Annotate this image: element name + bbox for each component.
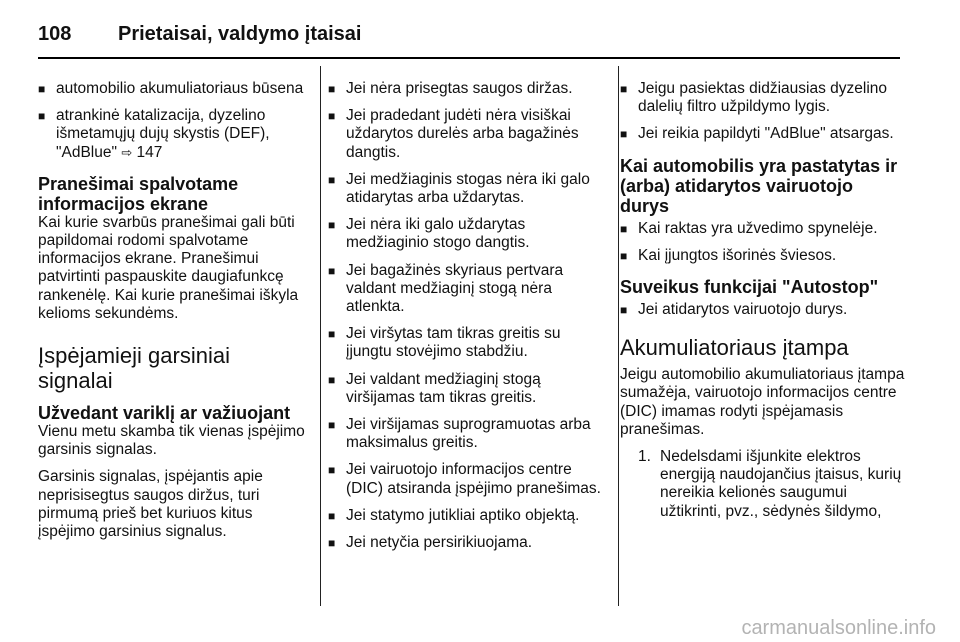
column-3	[620, 80, 905, 521]
list-item: ■ Jei medžiaginis stogas nėra iki galo atidarytas arba uždarytas.	[328, 170, 590, 207]
list-item: ■ Jei nėra iki galo uždarytas medžiaginio stogo dangtis.	[328, 216, 530, 252]
page-ref-arrow-icon: ⇨	[121, 144, 133, 160]
list-item: ■ Jei vairuotojo informacijos centre (DIC) atsiranda įspėjimo pranešimas.	[328, 461, 601, 497]
list-item: ■ Jei bagažinės skyriaus pertvara valdant medžiaginį stogą nėra atlenkta.	[328, 261, 564, 316]
bullet-icon: ■	[38, 109, 46, 124]
bullet-icon: ■	[328, 218, 336, 233]
bullet-icon: ■	[328, 508, 336, 523]
column-divider	[320, 66, 321, 606]
list-item: ■ atrankinė katalizacija, dyzelino išmetamųjų dujų skystis (DEF), "AdBlue" ⇨ 147	[38, 107, 270, 161]
bullet-icon: ■	[328, 463, 336, 478]
bullet-icon: ■	[328, 172, 336, 187]
paragraph: Kai kurie svarbūs pranešimai gali būti papildomai rodomi spalvotame informacijos ekrane. Pranešimui patvirtinti paspauskite daugiafunkcę rankenėlę. Kai kurie pranešimai iškyla kelioms sekundėms.	[38, 213, 299, 322]
page-title: Prietaisai, valdymo įtaisai	[118, 22, 362, 45]
bullet-icon: ■	[620, 127, 628, 142]
section-heading: Pranešimai spalvotame informacijos ekrane	[38, 173, 239, 214]
bullet-icon: ■	[620, 248, 628, 263]
list-item: ■ Jei reikia papildyti "AdBlue" atsargas.	[620, 125, 894, 143]
bullet-icon: ■	[328, 82, 336, 96]
page-header	[38, 18, 361, 50]
bullet-icon: ■	[328, 536, 336, 551]
item-number: 1.	[638, 448, 651, 466]
chapter-heading: Akumuliatoriaus įtampa	[620, 335, 849, 361]
list-item: ■ Jei nėra prisegtas saugos diržas.	[328, 80, 573, 97]
header-rule	[38, 57, 900, 59]
bullet-icon: ■	[620, 221, 628, 236]
list-item: ■ Jei netyčia persirikiuojama.	[328, 534, 533, 552]
paragraph: Garsinis signalas, įspėjantis apie neprisisegtus saugos diržus, turi pirmumą prieš bet kuriuos kitus įspėjimo garsinius signalus.	[38, 468, 263, 541]
bullet-icon: ■	[328, 263, 336, 278]
bullet-icon: ■	[328, 418, 336, 433]
section-heading: Užvedant variklį ar važiuojant	[38, 403, 291, 424]
list-item: ■ automobilio akumuliatoriaus būsena	[38, 80, 304, 97]
list-item: ■ Jei valdant medžiaginį stogą viršijamas tam tikras greitis.	[328, 370, 541, 406]
watermark: carmanualsonline.info	[741, 617, 936, 639]
column-divider	[618, 66, 619, 606]
page-number: 108	[38, 22, 72, 45]
list-item: ■ Jei viršytas tam tikras greitis su įjungtu stovėjimo stabdžiu.	[328, 325, 561, 361]
list-item: ■ Jei atidarytos vairuotojo durys.	[620, 301, 848, 319]
list-item: ■ Kai įjungtos išorinės šviesos.	[620, 246, 837, 264]
paragraph: Vienu metu skamba tik vienas įspėjimo garsinis signalas.	[38, 423, 305, 459]
list-item: ■ Jei pradedant judėti nėra visiškai uždarytos durelės arba bagažinės dangtis.	[328, 107, 579, 161]
list-item: ■ Jei viršijamas suprogramuotas arba maksimalus greitis.	[328, 416, 591, 452]
numbered-item: 1. Nedelsdami išjunkite elektros energiją naudojančius įtaisus, kurių nereikia kelionės saugumui užtikrinti, pvz., sėdynės šildymo,	[638, 448, 902, 520]
page-reference-link[interactable]: 147	[136, 143, 163, 161]
bullet-icon: ■	[620, 82, 628, 96]
bullet-icon: ■	[328, 327, 336, 342]
section-heading: Suveikus funkcijai "Autostop"	[620, 277, 879, 298]
bullet-icon: ■	[38, 82, 46, 96]
column-2	[328, 80, 606, 561]
list-item: ■ Jei statymo jutikliai aptiko objektą.	[328, 506, 580, 524]
list-item: ■ Kai raktas yra užvedimo spynelėje.	[620, 219, 878, 237]
column-1	[38, 80, 310, 550]
paragraph: Jeigu automobilio akumuliatoriaus įtampa sumažėja, vairuotojo informacijos centre (DIC) imamas rodyti įspėjamasis pranešimas.	[620, 366, 905, 438]
list-item: ■ Jeigu pasiektas didžiausias dyzelino dalelių filtro užpildymo lygis.	[620, 80, 888, 116]
bullet-icon: ■	[328, 372, 336, 387]
chapter-heading: Įspėjamieji garsiniai signalai	[38, 343, 230, 394]
section-heading: Kai automobilis yra pastatytas ir (arba) atidarytos vairuotojo durys	[620, 155, 898, 216]
bullet-icon: ■	[620, 303, 628, 318]
bullet-icon: ■	[328, 109, 336, 124]
